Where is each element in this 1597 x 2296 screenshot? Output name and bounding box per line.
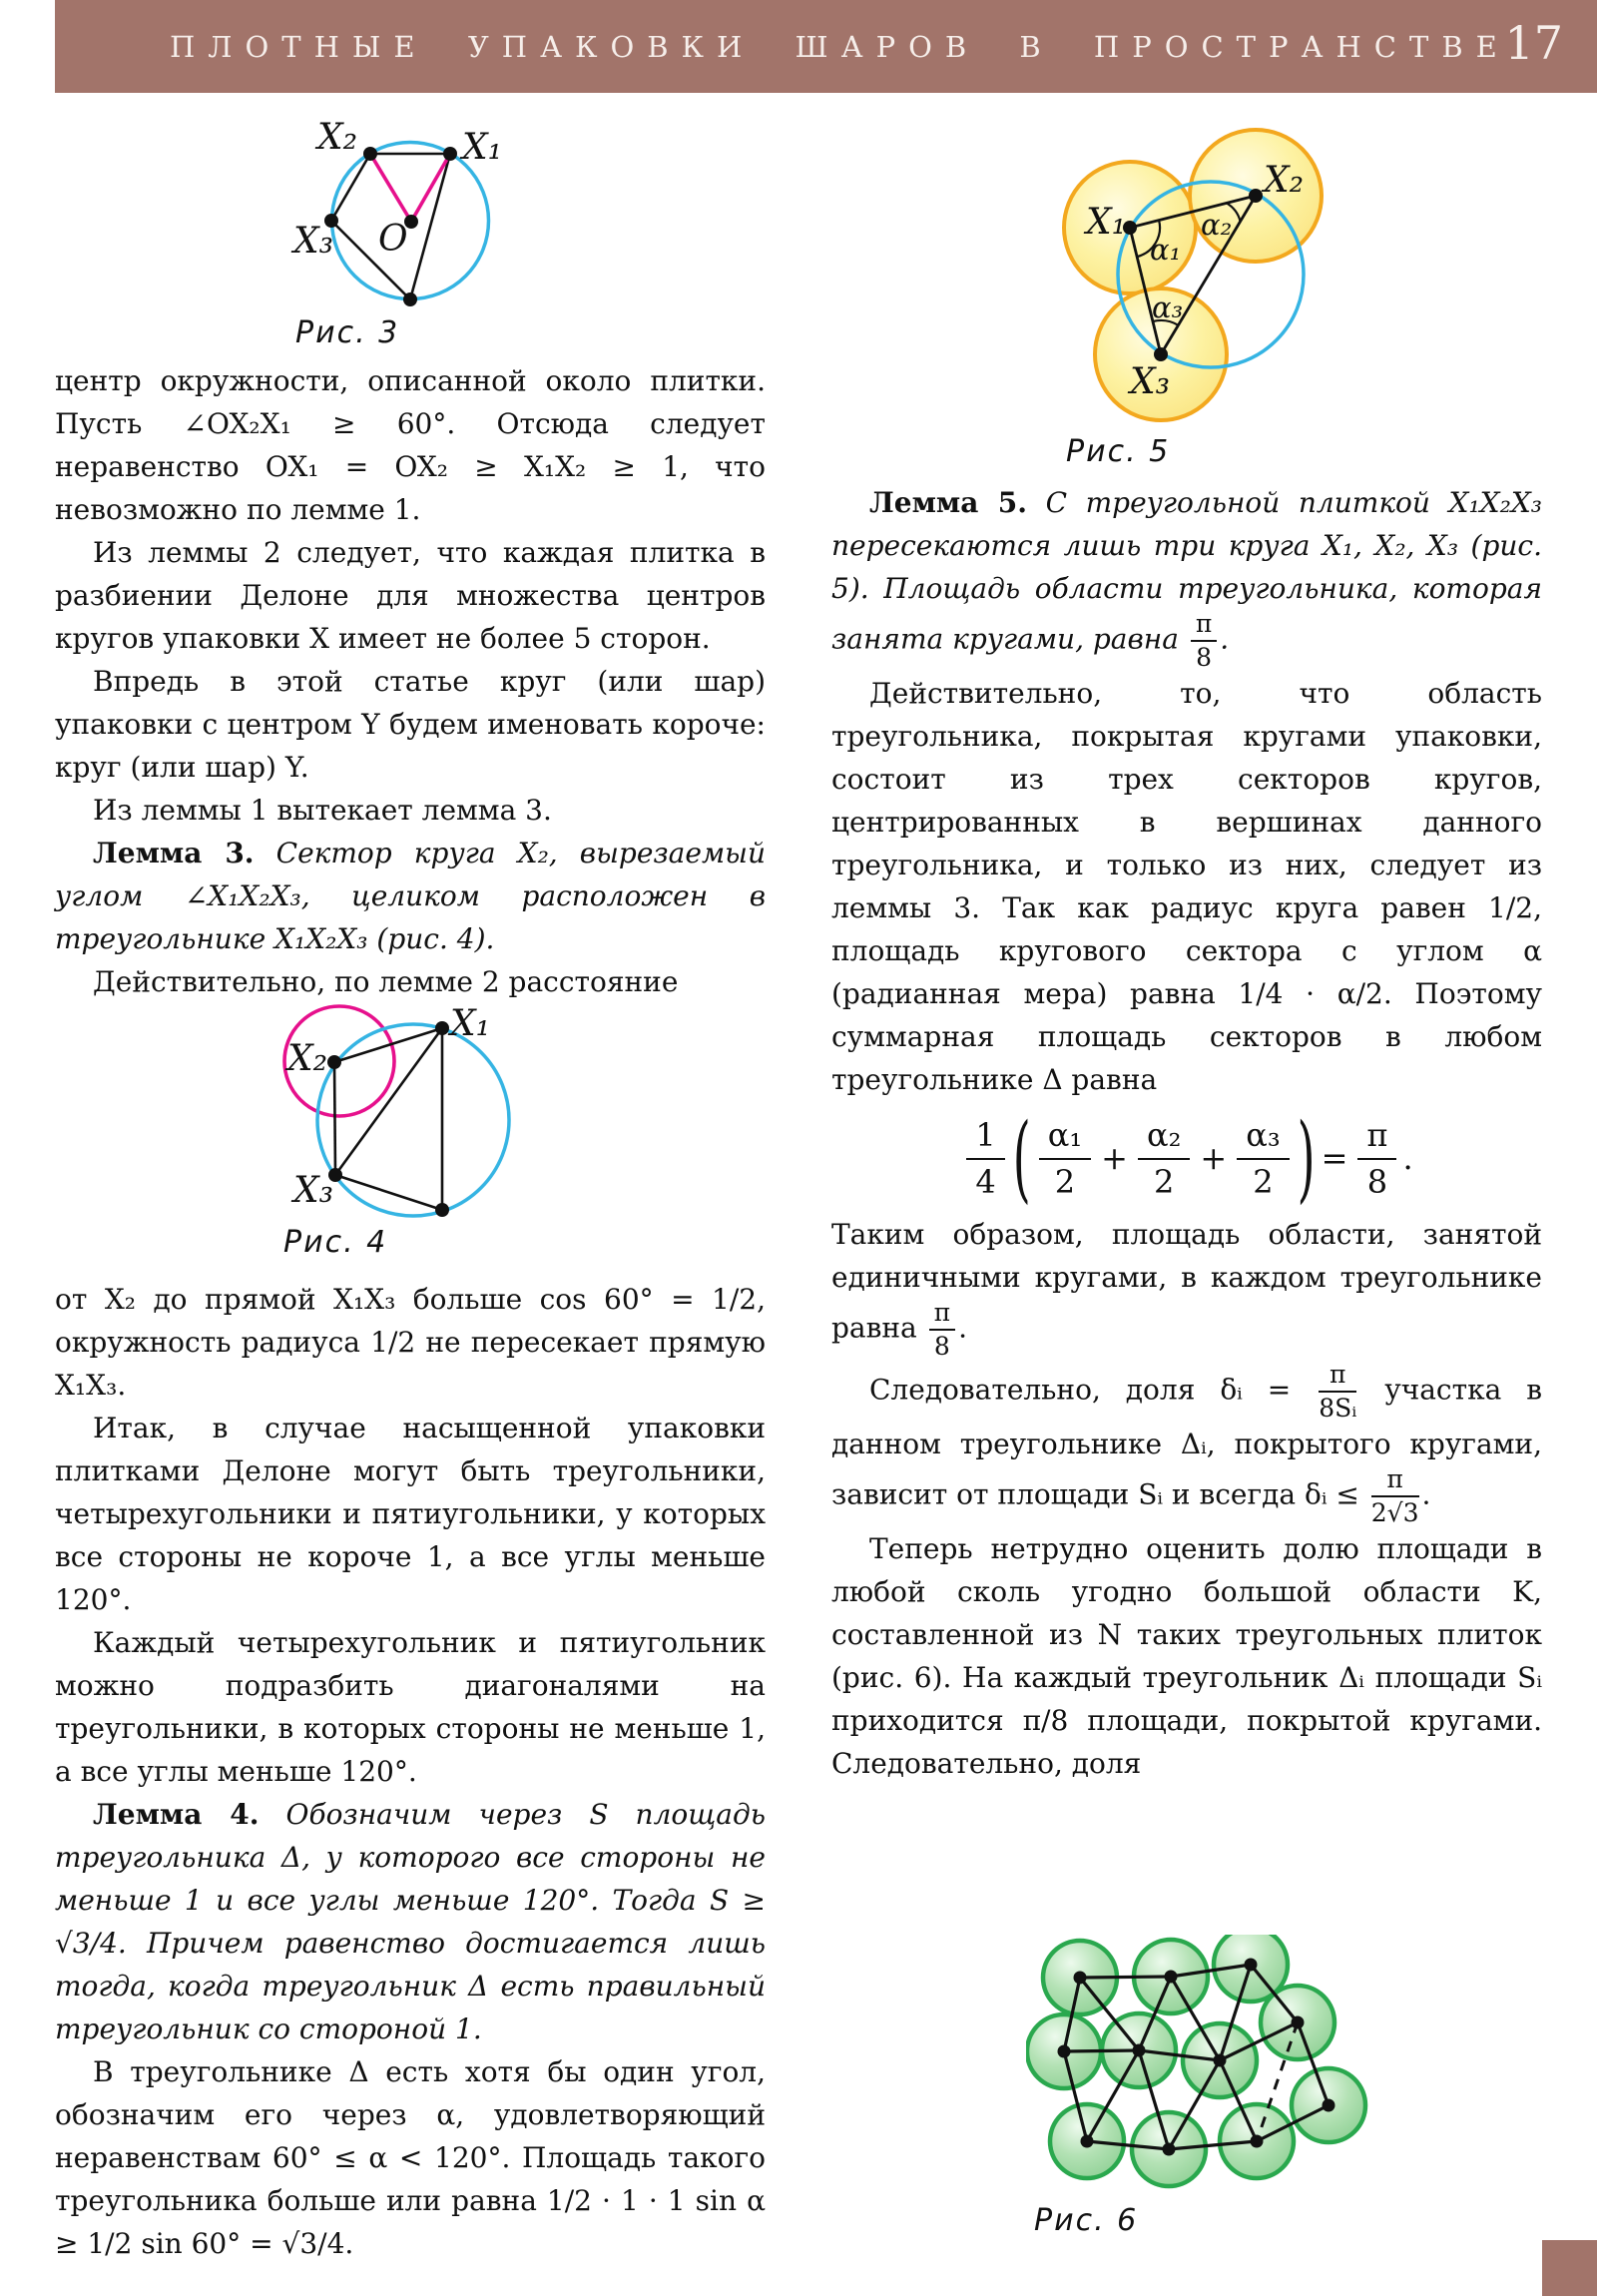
page-number: 17 (1504, 16, 1563, 70)
lemma-5 (831, 481, 1542, 672)
period: . (1402, 1139, 1413, 1178)
sector-edges (370, 154, 450, 222)
running-head-title: ПЛОТНЫЕ УПАКОВКИ ШАРОВ В ПРОСТРАНСТВЕ (170, 30, 1510, 64)
figure-4 (267, 1000, 602, 1266)
lemma-5-statement: С треугольной плиткой X₁X₂X₃ пересекаются лишь три круга X₁, X₂, X₃ (рис. 5). Площадь области треугольника, которая занята кругами, равна (831, 486, 1543, 656)
figure-caption: Рис. 4 (283, 1225, 388, 1260)
figure-caption: Рис. 6 (1034, 2203, 1139, 2238)
body-paragraph: Из леммы 1 вытекает лемма 3. (93, 794, 552, 827)
right-column (831, 481, 1542, 1785)
body-paragraph: Действительно, по лемме 2 расстояние (93, 965, 679, 998)
body-paragraph: В треугольнике Δ есть хотя бы один угол, обозначим его через α, удовлетворяющий неравенствам 60° ≤ α < 120°. Площадь такого треугольника больше или равна 1/2 · 1 · 1 sin α ≥ 1/2 sin 60° = √3/4. (55, 2055, 766, 2260)
body-paragraph: Теперь нетрудно оценить долю площади в любой сколь угодно большой области K, составленной из N таких треугольных плиток (рис. 6). На каждый треугольник Δᵢ площади Sᵢ приходится π/8 площади, покрытой кругами. Следовательно, доля (831, 1531, 1542, 1780)
period: . (1220, 622, 1230, 656)
fraction: $\frac{\pi}{8}$ (1357, 1117, 1396, 1201)
fraction: $\frac{\text{α₂}}{2}$ (1138, 1117, 1190, 1201)
body-paragraph: Из леммы 2 следует, что каждая плитка в разбиении Делоне для множества центров кругов упаковки X имеет не более 5 сторон. (55, 536, 766, 655)
tile-edges (334, 1028, 442, 1210)
figure-6 (1026, 1935, 1450, 2246)
inline-fraction: $\frac{\pi}{8}$ (1191, 610, 1217, 672)
label-x2: X₂ (287, 1038, 328, 1079)
body-paragraph: от X₂ до прямой X₁X₃ больше cos 60° = 1/2, окружность радиуса 1/2 не пересекает прямую X₁X₃. (55, 1283, 766, 1402)
figure-3 (279, 103, 514, 357)
label-x1: X₁ (450, 1003, 491, 1044)
lemma-4-label: Лемма 4. (93, 1798, 260, 1831)
inline-fraction: $\frac{\pi}{2√3}$ (1370, 1463, 1419, 1527)
label-x3: X₃ (1130, 361, 1171, 402)
lemma-3-statement: Сектор круга X₂, вырезаемый углом ∠X₁X₂X₃, целиком расположен в треугольнике X₁X₂X₃ (рис. 4). (55, 837, 766, 955)
label-x3: X₃ (293, 1170, 334, 1211)
label-x3: X₃ (293, 221, 334, 262)
label-x2: X₂ (317, 117, 358, 158)
inline-fraction: $\frac{\pi}{\text{8Sᵢ}}$ (1319, 1359, 1357, 1423)
figure-caption: Рис. 5 (1066, 434, 1171, 469)
circumcircle (317, 1024, 509, 1216)
label-o: O (378, 219, 408, 260)
lemma-5-label: Лемма 5. (869, 486, 1028, 519)
body-paragraph: Действительно, то, что область треугольника, покрытая кругами упаковки, состоит из трех секторов кругов, центрированных в вершинах данного треугольника, и только из них, следует из леммы 3. Так как радиус круга равен 1/2, площадь кругового сектора с углом α (радианная мера) равна 1/4 · α/2. Поэтому суммарная площадь секторов в любом треугольнике Δ равна (831, 677, 1542, 1096)
plus-sign: + (1200, 1139, 1228, 1178)
label-x1: X₁ (462, 127, 503, 168)
figure-5 (1038, 102, 1402, 473)
body-paragraph: Следовательно, доля δᵢ = $\frac{\pi}{\text{8Sᵢ}}$ участка в данном треугольнике Δᵢ, покрытого кругами, зависит от площади Sᵢ и всегда δᵢ ≤ $\frac{\pi}{2√3}$ . (831, 1359, 1542, 1527)
display-formula (831, 1102, 1542, 1214)
body-paragraph: центр окружности, описанной около плитки. Пусть ∠OX₂X₁ ≥ 60°. Отсюда следует неравенство OX₁ = OX₂ ≥ X₁X₂ ≥ 1, что невозможно по лемме 1. (55, 364, 766, 526)
body-paragraph: Таким образом, площадь области, занятой единичными кругами, в каждом треугольнике равна $\frac{\pi}{8}$ . (831, 1217, 1542, 1361)
left-column-bottom (55, 1278, 766, 2265)
figure-caption: Рис. 3 (295, 315, 400, 350)
fraction: $\frac{\text{α₁}}{2}$ (1039, 1117, 1091, 1201)
label-x2: X₂ (1264, 160, 1305, 201)
right-paren: ) (1297, 1102, 1316, 1214)
corner-decoration (1542, 2240, 1597, 2296)
page-header (55, 0, 1597, 93)
body-paragraph: Впредь в этой статье круг (или шар) упаковки с центром Y будем именовать короче: круг (или шар) Y. (55, 665, 766, 784)
lemma-4-statement: Обозначим через S площадь треугольника Δ, у которого все стороны не меньше 1 и все углы меньше 120°. Тогда S ≥ √3/4. Причем равенство достигается лишь тогда, когда треугольник Δ есть правильный треугольник со стороной 1. (55, 1798, 766, 2045)
left-column-top (55, 359, 766, 1003)
inline-fraction: $\frac{\pi}{8}$ (929, 1299, 955, 1361)
left-paren: ( (1012, 1102, 1031, 1214)
fraction: $\frac{1}{4}$ (966, 1117, 1004, 1201)
fraction: $\frac{\text{α₃}}{2}$ (1237, 1117, 1289, 1201)
equals-sign: = (1321, 1139, 1348, 1178)
lemma-3-label: Лемма 3. (93, 837, 255, 869)
plus-sign: + (1101, 1139, 1128, 1178)
label-alpha2: α₂ (1201, 208, 1233, 242)
label-alpha1: α₁ (1150, 233, 1182, 267)
lemma-4 (55, 1793, 766, 2050)
label-alpha3: α₃ (1152, 290, 1184, 324)
body-paragraph: Итак, в случае насыщенной упаковки плитками Делоне могут быть треугольники, четырехугольники и пятиугольники, у которых все стороны не короче 1, а все углы меньше 120°. (55, 1412, 766, 1616)
lemma-3 (55, 832, 766, 960)
label-x1: X₁ (1086, 202, 1127, 243)
body-paragraph: Каждый четырехугольник и пятиугольник можно подразбить диагоналями на треугольники, в которых стороны не меньше 1, а все углы меньше 120°. (55, 1626, 766, 1788)
